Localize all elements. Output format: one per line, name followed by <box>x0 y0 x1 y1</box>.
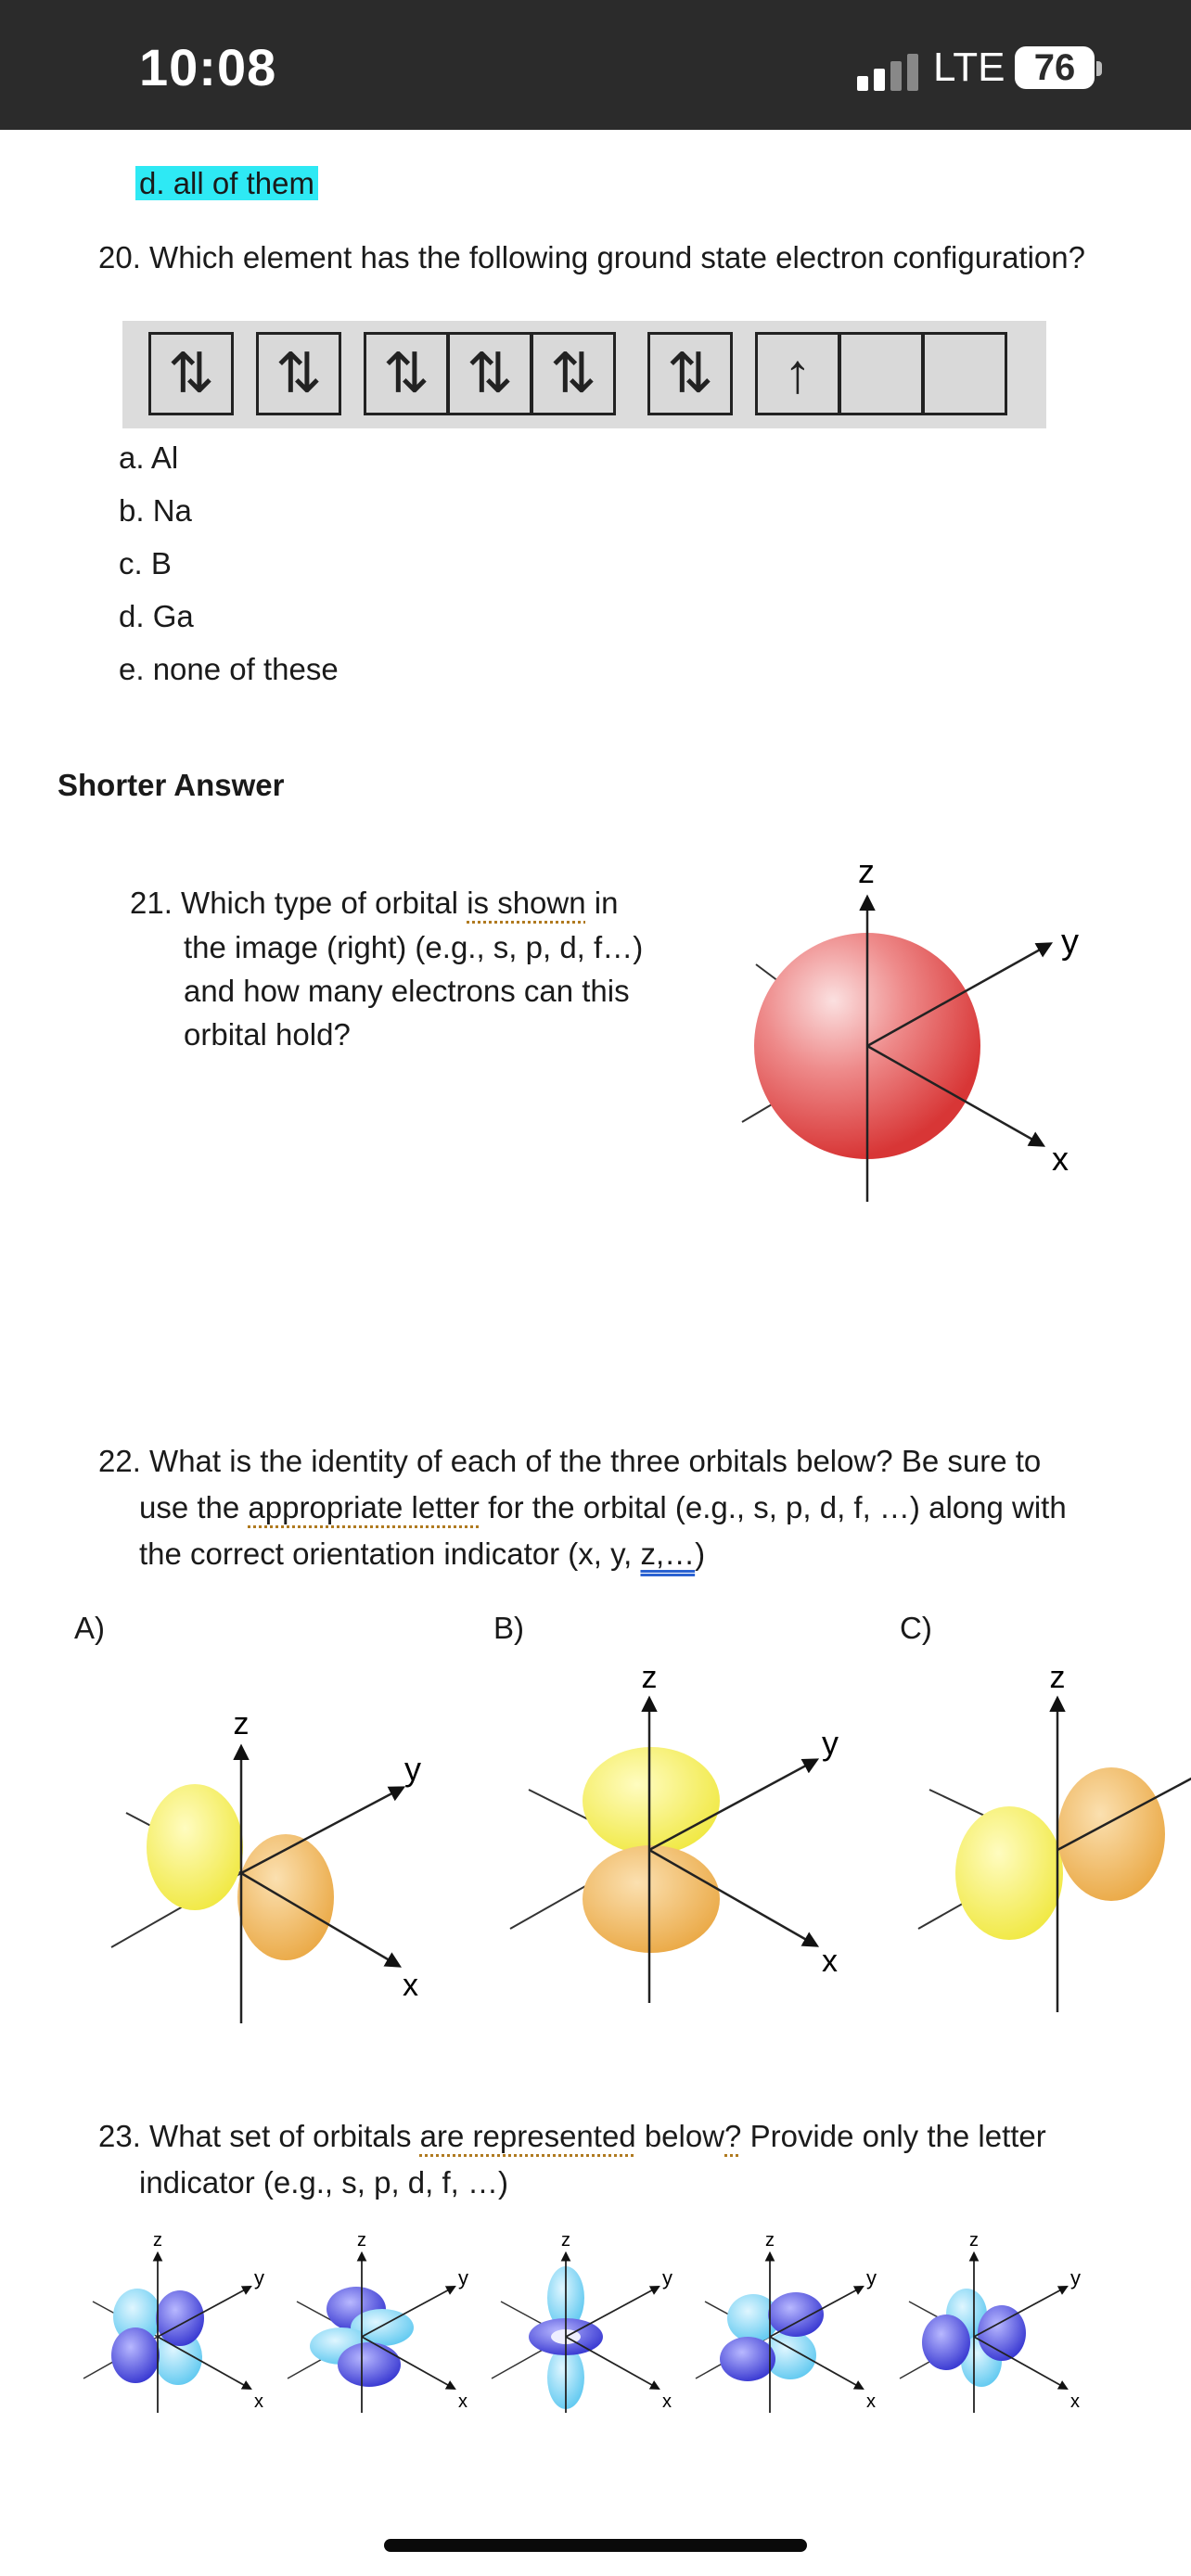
q22-text-a: 22. What is the identity of each of the three orbitals below? <box>98 1444 893 1478</box>
q21-text-b: is shown <box>467 886 586 920</box>
q22-line-1 <box>98 1439 1041 1484</box>
option-b: b. Na <box>119 493 192 528</box>
lobe-yellow <box>955 1806 1063 1940</box>
x-label: x <box>1052 1140 1069 1178</box>
orbital-box-3p-2 <box>839 332 924 415</box>
orbital-box-1s: ⇅ <box>148 332 234 415</box>
q23-text-b: are represented <box>419 2119 636 2153</box>
d-orbital-1 <box>83 2230 264 2413</box>
highlighted-answer: d. all of them <box>135 166 318 200</box>
x-label: x <box>1070 2391 1080 2412</box>
q22-text-d: appropriate letter <box>248 1490 480 1524</box>
orbital-box-2p-2: ⇅ <box>447 332 532 415</box>
q22-text-h: ) <box>695 1537 706 1571</box>
y-label: y <box>458 2266 468 2289</box>
signal-icon <box>857 54 920 91</box>
orbital-box-2p-3: ⇅ <box>531 332 616 415</box>
lobe-orange <box>237 1834 334 1960</box>
d-orbitals-figure <box>74 2225 1113 2429</box>
x-label: x <box>458 2391 467 2412</box>
y-label: y <box>1061 923 1079 962</box>
q22-line-2 <box>139 1486 1067 1530</box>
battery-icon: 76 <box>1015 46 1095 89</box>
orbital-b-figure <box>501 1651 872 2021</box>
z-label: z <box>1049 1660 1066 1695</box>
q21-line-1 <box>130 881 618 925</box>
option-d: d. Ga <box>119 599 194 633</box>
q21-line-4: orbital hold? <box>184 1017 351 1052</box>
lobe-yellow <box>147 1784 243 1910</box>
y-label: y <box>662 2266 672 2289</box>
q22-text-b: Be sure to <box>892 1444 1042 1478</box>
lobe-orange <box>1057 1767 1165 1901</box>
orbital-box-3p-1: ↑ <box>755 332 840 415</box>
q23-text-d: ? <box>724 2119 742 2153</box>
d-orbital-3 <box>492 2230 672 2413</box>
q22-text-f: the correct orientation indicator (x, y, <box>139 1537 641 1571</box>
z-label: z <box>765 2230 775 2251</box>
x-label: x <box>254 2391 263 2412</box>
orbital-box-3p-3 <box>922 332 1007 415</box>
x-label: x <box>866 2391 876 2412</box>
z-label: z <box>858 852 875 890</box>
option-c: c. B <box>119 546 172 580</box>
orbital-box-2s: ⇅ <box>256 332 341 415</box>
d-orbital-5 <box>900 2230 1081 2413</box>
label-a: A) <box>74 1611 105 1645</box>
y-label: y <box>404 1750 421 1788</box>
orbital-box-3s: ⇅ <box>647 332 733 415</box>
q22-line-3 <box>139 1532 705 1576</box>
home-indicator[interactable] <box>384 2539 807 2552</box>
q23-text-a: 23. What set of orbitals <box>98 2119 420 2153</box>
q22-text-e: for the orbital (e.g., s, p, d, f, …) along with <box>479 1490 1067 1524</box>
q21-text-c: in <box>585 886 619 920</box>
q22-text-g: z,… <box>640 1537 696 1571</box>
d-orbital-2 <box>288 2230 468 2413</box>
q21-text-a: 21. Which type of orbital <box>130 886 467 920</box>
section-title: Shorter Answer <box>58 768 285 802</box>
option-a: a. Al <box>119 440 179 475</box>
x-label: x <box>403 1968 418 2003</box>
lobe-orange <box>583 1845 720 1953</box>
battery-tip <box>1096 61 1102 76</box>
y-label: y <box>1070 2266 1081 2289</box>
q21-line-3: and how many electrons can this <box>184 974 630 1008</box>
label-b: B) <box>493 1611 524 1645</box>
y-label: y <box>822 1724 839 1762</box>
y-label: y <box>866 2266 877 2289</box>
q21-line-2: the image (right) (e.g., s, p, d, f…) <box>184 930 644 964</box>
orbital-box-2p-1: ⇅ <box>364 332 449 415</box>
q23-text-e: Provide only the letter <box>741 2119 1046 2153</box>
orbital-c-figure <box>909 1651 1191 2021</box>
label-c: C) <box>900 1611 932 1645</box>
lobe-yellow <box>583 1747 720 1855</box>
z-label: z <box>153 2230 162 2251</box>
y-label: y <box>254 2266 264 2289</box>
d-orbital-4 <box>696 2230 877 2413</box>
electron-config-diagram <box>122 321 1046 428</box>
z-label: z <box>561 2230 570 2251</box>
z-label: z <box>357 2230 366 2251</box>
option-e: e. none of these <box>119 652 339 686</box>
z-label: z <box>641 1660 658 1695</box>
z-label: z <box>969 2230 979 2251</box>
z-label: z <box>233 1706 250 1741</box>
q20-text: 20. Which element has the following ground state electron configuration? <box>98 240 1085 274</box>
x-label: x <box>822 1944 838 1979</box>
q23-text-c: below <box>635 2119 725 2153</box>
q23-line-2: indicator (e.g., s, p, d, f, …) <box>139 2165 508 2200</box>
x-label: x <box>662 2391 672 2412</box>
q23-line-1 <box>98 2114 1046 2159</box>
q22-text-c: use the <box>139 1490 249 1524</box>
network-label: LTE <box>933 45 1005 90</box>
previous-answer <box>135 161 318 206</box>
s-orbital-figure <box>705 835 1095 1215</box>
status-time: 10:08 <box>139 38 277 96</box>
orbital-a-figure <box>93 1688 445 2031</box>
